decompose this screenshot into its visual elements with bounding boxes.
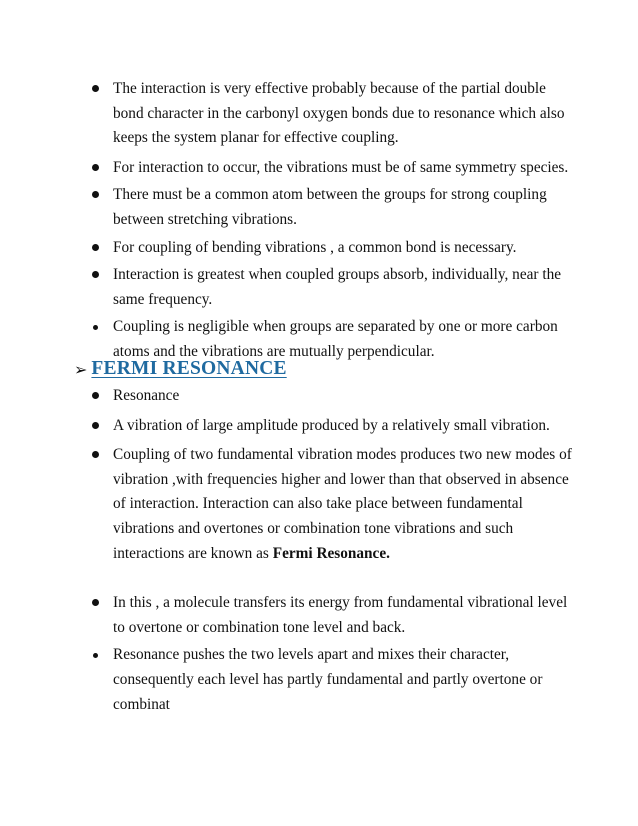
list-item-text: Coupling of two fundamental vibration modes produces two new modes of vibration ,with frequencies higher and lower than that observed in absence of interaction. Interaction can also take place between fundamental vibrations and overtones or combination tone vibrations and such interactions are known as — [113, 446, 572, 562]
list-item — [92, 263, 572, 312]
list-item-text: Coupling is negligible when groups are separated by one or more carbon atoms and the vibrations are mutually perpendicular. — [113, 318, 558, 360]
list-item-text: Resonance — [113, 387, 180, 404]
bullet-icon — [92, 271, 99, 278]
bullet-icon — [92, 85, 99, 92]
list-item — [92, 156, 572, 181]
bullet-icon — [93, 325, 98, 330]
bullet-icon — [92, 191, 99, 198]
list-item-text: In this , a molecule transfers its energy from fundamental vibrational level to overtone or combination tone level and back. — [113, 594, 568, 636]
list-item-text: For interaction to occur, the vibrations must be of same symmetry species. — [113, 158, 569, 176]
list-item-text: For coupling of bending vibrations , a common bond is necessary. — [113, 238, 517, 256]
bullet-icon — [92, 392, 99, 399]
list-item — [92, 236, 572, 261]
bullet-icon — [92, 164, 99, 171]
section-title: FERMI RESONANCE — [91, 358, 287, 379]
list-item — [92, 183, 572, 232]
list-item-text: Resonance pushes the two levels apart and mixes their character, consequently each level has partly fundamental and partly overtone or combinat — [113, 646, 543, 713]
fermi-resonance-term: Fermi Resonance. — [272, 544, 390, 562]
list-item — [92, 77, 572, 151]
bullet-icon — [93, 653, 98, 658]
list-item — [92, 591, 572, 640]
list-item-text: The interaction is very effective probably because of the partial double bond character in the carbonyl oxygen bonds due to resonance which also keeps the system planar for effective coupling. — [113, 80, 565, 147]
section-heading — [74, 358, 287, 380]
arrow-bullet-icon: ➢ — [74, 359, 88, 379]
bullet-icon — [92, 244, 99, 251]
bullet-icon — [92, 422, 99, 429]
list-item-text: Interaction is greatest when coupled groups absorb, individually, near the same frequency. — [113, 266, 562, 308]
list-item — [92, 414, 572, 439]
list-item — [92, 384, 572, 409]
bullet-icon — [92, 599, 99, 606]
list-item-text: A vibration of large amplitude produced by a relatively small vibration. — [113, 416, 550, 434]
coupling-rules-list — [92, 77, 572, 365]
fermi-resonance-list — [92, 384, 572, 717]
list-item — [92, 443, 572, 566]
list-item — [92, 643, 572, 717]
bullet-icon — [92, 451, 99, 458]
list-item-text: There must be a common atom between the groups for strong coupling between stretching vibrations. — [113, 186, 547, 228]
